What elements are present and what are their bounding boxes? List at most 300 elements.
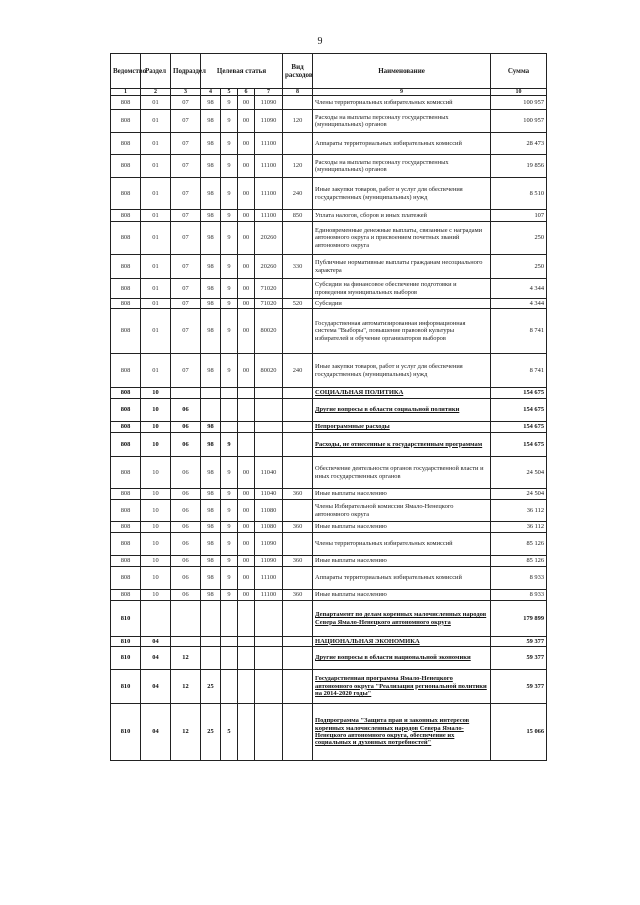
cell-expense-type xyxy=(283,601,313,637)
column-number: 8 xyxy=(283,89,313,96)
cell-target-subprogram: 9 xyxy=(221,155,238,178)
cell-vedomstvo: 808 xyxy=(111,155,141,178)
header-expense-type: Вид расходов xyxy=(283,54,313,89)
cell-sum: 24 504 xyxy=(491,457,547,489)
budget-table-body xyxy=(111,96,547,761)
cell-expense-type xyxy=(283,433,313,457)
cell-target-code xyxy=(255,670,283,704)
cell-target-program: 25 xyxy=(201,704,221,761)
cell-target-program: 98 xyxy=(201,433,221,457)
cell-target-code: 80020 xyxy=(255,309,283,354)
cell-name: СОЦИАЛЬНАЯ ПОЛИТИКА xyxy=(313,388,491,399)
table-row xyxy=(111,556,547,567)
cell-sum: 154 675 xyxy=(491,388,547,399)
cell-name: Другие вопросы в области национальной экономики xyxy=(313,647,491,670)
cell-target-subprogram: 9 xyxy=(221,222,238,255)
header-vedomstvo: Ведомство xyxy=(111,54,141,89)
cell-sum: 15 066 xyxy=(491,704,547,761)
table-row xyxy=(111,399,547,422)
column-number: 9 xyxy=(313,89,491,96)
cell-sum: 59 377 xyxy=(491,647,547,670)
cell-target-group: 00 xyxy=(238,522,255,533)
cell-target-group: 00 xyxy=(238,210,255,222)
cell-expense-type xyxy=(283,96,313,110)
cell-expense-type xyxy=(283,279,313,299)
cell-vedomstvo: 808 xyxy=(111,133,141,155)
cell-sum: 154 675 xyxy=(491,399,547,422)
table-row xyxy=(111,309,547,354)
cell-podrazdel: 06 xyxy=(171,533,201,556)
table-row xyxy=(111,96,547,110)
cell-target-subprogram: 9 xyxy=(221,590,238,601)
cell-target-group xyxy=(238,433,255,457)
cell-sum: 250 xyxy=(491,255,547,279)
cell-expense-type: 240 xyxy=(283,354,313,388)
budget-table xyxy=(110,53,547,761)
cell-target-program: 98 xyxy=(201,556,221,567)
cell-target-code: 11090 xyxy=(255,533,283,556)
cell-target-code: 11040 xyxy=(255,457,283,489)
cell-podrazdel: 07 xyxy=(171,210,201,222)
column-number: 3 xyxy=(171,89,201,96)
cell-name: Публичные нормативные выплаты гражданам несоциального характера xyxy=(313,255,491,279)
table-row xyxy=(111,533,547,556)
cell-target-program: 98 xyxy=(201,533,221,556)
cell-razdel: 10 xyxy=(141,489,171,500)
cell-target-subprogram: 5 xyxy=(221,704,238,761)
cell-razdel: 01 xyxy=(141,133,171,155)
table-row xyxy=(111,222,547,255)
cell-podrazdel: 06 xyxy=(171,522,201,533)
cell-vedomstvo: 808 xyxy=(111,489,141,500)
cell-podrazdel: 06 xyxy=(171,489,201,500)
cell-razdel: 01 xyxy=(141,222,171,255)
cell-name: Подпрограмма "Защита прав и законных интересов коренных малочисленных народов Севера Ямало-Ненецкого автономного округа, обеспечение их социальных и духовных потребностей" xyxy=(313,704,491,761)
cell-vedomstvo: 808 xyxy=(111,110,141,133)
cell-target-subprogram: 9 xyxy=(221,210,238,222)
cell-name: Другие вопросы в области социальной политики xyxy=(313,399,491,422)
cell-sum: 24 504 xyxy=(491,489,547,500)
cell-expense-type xyxy=(283,399,313,422)
cell-name: Расходы на выплаты персоналу государственных (муниципальных) органов xyxy=(313,155,491,178)
cell-target-code: 11090 xyxy=(255,556,283,567)
table-row xyxy=(111,299,547,309)
header-sum: Сумма xyxy=(491,54,547,89)
cell-target-subprogram: 9 xyxy=(221,96,238,110)
cell-target-code: 11100 xyxy=(255,590,283,601)
cell-razdel: 10 xyxy=(141,590,171,601)
cell-razdel: 10 xyxy=(141,533,171,556)
cell-podrazdel: 06 xyxy=(171,590,201,601)
cell-sum: 8 933 xyxy=(491,567,547,590)
cell-target-program: 98 xyxy=(201,96,221,110)
cell-target-group: 00 xyxy=(238,590,255,601)
cell-vedomstvo: 808 xyxy=(111,457,141,489)
cell-razdel: 01 xyxy=(141,279,171,299)
cell-expense-type: 850 xyxy=(283,210,313,222)
cell-podrazdel: 07 xyxy=(171,299,201,309)
cell-vedomstvo: 808 xyxy=(111,399,141,422)
table-row xyxy=(111,457,547,489)
cell-target-group xyxy=(238,670,255,704)
cell-sum: 59 377 xyxy=(491,670,547,704)
cell-target-subprogram xyxy=(221,422,238,433)
cell-expense-type: 330 xyxy=(283,255,313,279)
cell-sum: 85 126 xyxy=(491,533,547,556)
cell-razdel: 10 xyxy=(141,433,171,457)
cell-razdel: 10 xyxy=(141,388,171,399)
cell-target-program: 98 xyxy=(201,155,221,178)
cell-podrazdel: 07 xyxy=(171,279,201,299)
cell-target-code: 71020 xyxy=(255,279,283,299)
cell-expense-type xyxy=(283,567,313,590)
cell-target-group: 00 xyxy=(238,556,255,567)
cell-target-group: 00 xyxy=(238,354,255,388)
cell-target-group xyxy=(238,637,255,647)
cell-name: Иные выплаты населению xyxy=(313,590,491,601)
cell-target-code xyxy=(255,704,283,761)
cell-podrazdel: 07 xyxy=(171,222,201,255)
cell-target-code: 11100 xyxy=(255,178,283,210)
cell-name: Аппараты территориальных избирательных комиссий xyxy=(313,133,491,155)
cell-target-code: 11080 xyxy=(255,500,283,522)
cell-vedomstvo: 808 xyxy=(111,178,141,210)
table-row xyxy=(111,670,547,704)
cell-name: Обеспечение деятельности органов государственной власти и иных государственных органов xyxy=(313,457,491,489)
cell-expense-type: 240 xyxy=(283,178,313,210)
cell-target-subprogram xyxy=(221,399,238,422)
cell-vedomstvo: 808 xyxy=(111,556,141,567)
cell-vedomstvo: 808 xyxy=(111,388,141,399)
cell-sum: 4 344 xyxy=(491,299,547,309)
cell-razdel: 04 xyxy=(141,704,171,761)
cell-target-code: 80020 xyxy=(255,354,283,388)
column-number: 7 xyxy=(255,89,283,96)
cell-target-subprogram: 9 xyxy=(221,133,238,155)
cell-target-group: 00 xyxy=(238,500,255,522)
table-row xyxy=(111,601,547,637)
cell-target-program: 98 xyxy=(201,422,221,433)
cell-razdel: 01 xyxy=(141,178,171,210)
cell-razdel: 01 xyxy=(141,210,171,222)
cell-target-program: 98 xyxy=(201,489,221,500)
cell-razdel: 10 xyxy=(141,399,171,422)
cell-target-program xyxy=(201,388,221,399)
cell-target-group xyxy=(238,388,255,399)
cell-podrazdel: 12 xyxy=(171,647,201,670)
header-target-article: Целевая статья xyxy=(201,54,283,89)
cell-vedomstvo: 810 xyxy=(111,601,141,637)
cell-vedomstvo: 810 xyxy=(111,670,141,704)
cell-razdel: 10 xyxy=(141,457,171,489)
cell-target-group: 00 xyxy=(238,110,255,133)
cell-target-subprogram: 9 xyxy=(221,110,238,133)
column-number: 5 xyxy=(221,89,238,96)
cell-sum: 107 xyxy=(491,210,547,222)
table-row xyxy=(111,590,547,601)
table-row xyxy=(111,178,547,210)
cell-target-code xyxy=(255,388,283,399)
cell-name: Субсидии на финансовое обеспечение подготовки и проведения муниципальных выборов xyxy=(313,279,491,299)
cell-target-group: 00 xyxy=(238,96,255,110)
cell-target-group: 00 xyxy=(238,489,255,500)
cell-target-group: 00 xyxy=(238,133,255,155)
cell-sum: 4 344 xyxy=(491,279,547,299)
cell-vedomstvo: 808 xyxy=(111,309,141,354)
cell-target-program: 98 xyxy=(201,567,221,590)
cell-name: Члены Избирательной комиссии Ямало-Ненецкого автономного округа xyxy=(313,500,491,522)
cell-expense-type xyxy=(283,457,313,489)
table-row xyxy=(111,500,547,522)
column-number-row xyxy=(111,89,547,96)
cell-sum: 85 126 xyxy=(491,556,547,567)
cell-target-subprogram xyxy=(221,670,238,704)
cell-target-group: 00 xyxy=(238,533,255,556)
table-row xyxy=(111,155,547,178)
cell-name: НАЦИОНАЛЬНАЯ ЭКОНОМИКА xyxy=(313,637,491,647)
cell-podrazdel xyxy=(171,601,201,637)
cell-vedomstvo: 810 xyxy=(111,637,141,647)
column-number: 6 xyxy=(238,89,255,96)
table-row xyxy=(111,354,547,388)
table-row xyxy=(111,489,547,500)
cell-podrazdel: 06 xyxy=(171,422,201,433)
cell-sum: 28 473 xyxy=(491,133,547,155)
cell-podrazdel: 07 xyxy=(171,354,201,388)
cell-podrazdel: 06 xyxy=(171,433,201,457)
cell-target-subprogram: 9 xyxy=(221,533,238,556)
cell-name: Уплата налогов, сборов и иных платежей xyxy=(313,210,491,222)
table-row xyxy=(111,133,547,155)
cell-target-program: 98 xyxy=(201,110,221,133)
header-podrazdel: Подраздел xyxy=(171,54,201,89)
table-row xyxy=(111,433,547,457)
cell-vedomstvo: 808 xyxy=(111,279,141,299)
table-row xyxy=(111,388,547,399)
cell-target-group: 00 xyxy=(238,222,255,255)
cell-name: Аппараты территориальных избирательных комиссий xyxy=(313,567,491,590)
cell-razdel: 04 xyxy=(141,670,171,704)
cell-podrazdel xyxy=(171,637,201,647)
cell-expense-type xyxy=(283,309,313,354)
table-row xyxy=(111,647,547,670)
cell-target-subprogram: 9 xyxy=(221,567,238,590)
table-row xyxy=(111,110,547,133)
cell-target-code: 11100 xyxy=(255,155,283,178)
cell-vedomstvo: 808 xyxy=(111,210,141,222)
cell-target-program: 98 xyxy=(201,222,221,255)
cell-target-subprogram xyxy=(221,601,238,637)
cell-target-subprogram: 9 xyxy=(221,255,238,279)
cell-target-subprogram: 9 xyxy=(221,457,238,489)
column-number: 1 xyxy=(111,89,141,96)
cell-target-program: 98 xyxy=(201,178,221,210)
cell-target-group: 00 xyxy=(238,567,255,590)
cell-name: Иные закупки товаров, работ и услуг для обеспечения государственных (муниципальных) нужд xyxy=(313,354,491,388)
table-row xyxy=(111,567,547,590)
cell-expense-type xyxy=(283,388,313,399)
cell-expense-type xyxy=(283,647,313,670)
cell-target-code: 71020 xyxy=(255,299,283,309)
cell-expense-type xyxy=(283,222,313,255)
cell-vedomstvo: 808 xyxy=(111,590,141,601)
cell-podrazdel: 06 xyxy=(171,556,201,567)
table-row xyxy=(111,279,547,299)
cell-target-subprogram: 9 xyxy=(221,279,238,299)
cell-name: Иные закупки товаров, работ и услуг для обеспечения государственных (муниципальных) нужд xyxy=(313,178,491,210)
cell-vedomstvo: 810 xyxy=(111,704,141,761)
cell-podrazdel: 06 xyxy=(171,399,201,422)
cell-name: Непрограммные расходы xyxy=(313,422,491,433)
cell-target-code: 11100 xyxy=(255,133,283,155)
cell-target-program: 98 xyxy=(201,255,221,279)
cell-vedomstvo: 808 xyxy=(111,299,141,309)
cell-podrazdel: 07 xyxy=(171,178,201,210)
column-number: 10 xyxy=(491,89,547,96)
cell-name: Государственная автоматизированная информационная система "Выборы", повышение правовой культуры избирателей и обучение организаторов выборов xyxy=(313,309,491,354)
cell-target-program: 98 xyxy=(201,457,221,489)
cell-razdel: 01 xyxy=(141,354,171,388)
cell-sum: 100 957 xyxy=(491,110,547,133)
cell-name: Субсидии xyxy=(313,299,491,309)
cell-target-code: 20260 xyxy=(255,222,283,255)
cell-razdel: 01 xyxy=(141,309,171,354)
cell-sum: 154 675 xyxy=(491,433,547,457)
cell-target-program: 98 xyxy=(201,279,221,299)
cell-razdel: 10 xyxy=(141,556,171,567)
cell-target-group xyxy=(238,704,255,761)
cell-razdel: 04 xyxy=(141,647,171,670)
cell-expense-type xyxy=(283,533,313,556)
cell-expense-type xyxy=(283,670,313,704)
cell-podrazdel: 12 xyxy=(171,670,201,704)
cell-expense-type xyxy=(283,422,313,433)
cell-sum: 8 510 xyxy=(491,178,547,210)
cell-expense-type: 120 xyxy=(283,155,313,178)
cell-target-group: 00 xyxy=(238,178,255,210)
cell-expense-type: 360 xyxy=(283,590,313,601)
cell-sum: 19 856 xyxy=(491,155,547,178)
cell-target-code: 20260 xyxy=(255,255,283,279)
table-header-row xyxy=(111,54,547,89)
cell-target-subprogram: 9 xyxy=(221,299,238,309)
cell-name: Единовременные денежные выплаты, связанные с наградами автономного округа и присвоением почетных званий автономного округа xyxy=(313,222,491,255)
cell-target-subprogram xyxy=(221,637,238,647)
cell-sum: 179 899 xyxy=(491,601,547,637)
cell-podrazdel: 07 xyxy=(171,309,201,354)
cell-target-program: 25 xyxy=(201,670,221,704)
table-row xyxy=(111,422,547,433)
cell-target-program: 98 xyxy=(201,133,221,155)
cell-target-program: 98 xyxy=(201,309,221,354)
cell-target-program: 98 xyxy=(201,354,221,388)
cell-sum: 100 957 xyxy=(491,96,547,110)
cell-podrazdel: 12 xyxy=(171,704,201,761)
cell-name: Иные выплаты населению xyxy=(313,489,491,500)
cell-expense-type xyxy=(283,500,313,522)
cell-target-program xyxy=(201,647,221,670)
cell-sum: 36 112 xyxy=(491,500,547,522)
column-number: 2 xyxy=(141,89,171,96)
cell-name: Государственная программа Ямало-Ненецкого автономного округа "Реализация региональной политики на 2014-2020 годы" xyxy=(313,670,491,704)
table-row xyxy=(111,637,547,647)
cell-sum: 250 xyxy=(491,222,547,255)
table-row xyxy=(111,704,547,761)
cell-target-code: 11040 xyxy=(255,489,283,500)
cell-target-subprogram: 9 xyxy=(221,556,238,567)
cell-expense-type: 360 xyxy=(283,556,313,567)
cell-podrazdel: 07 xyxy=(171,155,201,178)
cell-vedomstvo: 808 xyxy=(111,422,141,433)
cell-razdel: 10 xyxy=(141,500,171,522)
cell-expense-type: 360 xyxy=(283,522,313,533)
cell-target-program xyxy=(201,399,221,422)
cell-name: Члены территориальных избирательных комиссий xyxy=(313,96,491,110)
cell-razdel: 01 xyxy=(141,110,171,133)
cell-expense-type xyxy=(283,704,313,761)
cell-expense-type: 360 xyxy=(283,489,313,500)
cell-target-group: 00 xyxy=(238,279,255,299)
cell-razdel: 01 xyxy=(141,155,171,178)
cell-target-code xyxy=(255,647,283,670)
cell-target-program: 98 xyxy=(201,299,221,309)
cell-name: Расходы на выплаты персоналу государственных (муниципальных) органов xyxy=(313,110,491,133)
cell-expense-type: 520 xyxy=(283,299,313,309)
column-number: 4 xyxy=(201,89,221,96)
cell-podrazdel xyxy=(171,388,201,399)
cell-target-code: 11090 xyxy=(255,110,283,133)
cell-target-program: 98 xyxy=(201,500,221,522)
cell-vedomstvo: 808 xyxy=(111,522,141,533)
cell-vedomstvo: 808 xyxy=(111,354,141,388)
cell-target-program: 98 xyxy=(201,522,221,533)
cell-target-group: 00 xyxy=(238,299,255,309)
cell-sum: 8 741 xyxy=(491,309,547,354)
cell-target-program xyxy=(201,637,221,647)
cell-podrazdel: 07 xyxy=(171,255,201,279)
cell-target-program xyxy=(201,601,221,637)
cell-vedomstvo: 810 xyxy=(111,647,141,670)
cell-target-code xyxy=(255,399,283,422)
cell-vedomstvo: 808 xyxy=(111,433,141,457)
cell-podrazdel: 07 xyxy=(171,133,201,155)
cell-name: Иные выплаты населению xyxy=(313,556,491,567)
cell-name: Расходы, не отнесенные к государственным программам xyxy=(313,433,491,457)
cell-target-code xyxy=(255,433,283,457)
cell-target-group xyxy=(238,601,255,637)
cell-name: Члены территориальных избирательных комиссий xyxy=(313,533,491,556)
cell-target-group xyxy=(238,647,255,670)
cell-podrazdel: 06 xyxy=(171,500,201,522)
cell-target-subprogram: 9 xyxy=(221,433,238,457)
cell-vedomstvo: 808 xyxy=(111,567,141,590)
cell-target-code xyxy=(255,422,283,433)
page-number: 9 xyxy=(317,36,323,47)
table-row xyxy=(111,522,547,533)
cell-razdel xyxy=(141,601,171,637)
cell-razdel: 10 xyxy=(141,522,171,533)
header-name: Наименование xyxy=(313,54,491,89)
cell-target-subprogram: 9 xyxy=(221,500,238,522)
cell-expense-type: 120 xyxy=(283,110,313,133)
cell-target-code: 11100 xyxy=(255,567,283,590)
cell-target-code: 11100 xyxy=(255,210,283,222)
cell-vedomstvo: 808 xyxy=(111,500,141,522)
table-row xyxy=(111,255,547,279)
cell-razdel: 04 xyxy=(141,637,171,647)
cell-vedomstvo: 808 xyxy=(111,255,141,279)
cell-razdel: 10 xyxy=(141,422,171,433)
